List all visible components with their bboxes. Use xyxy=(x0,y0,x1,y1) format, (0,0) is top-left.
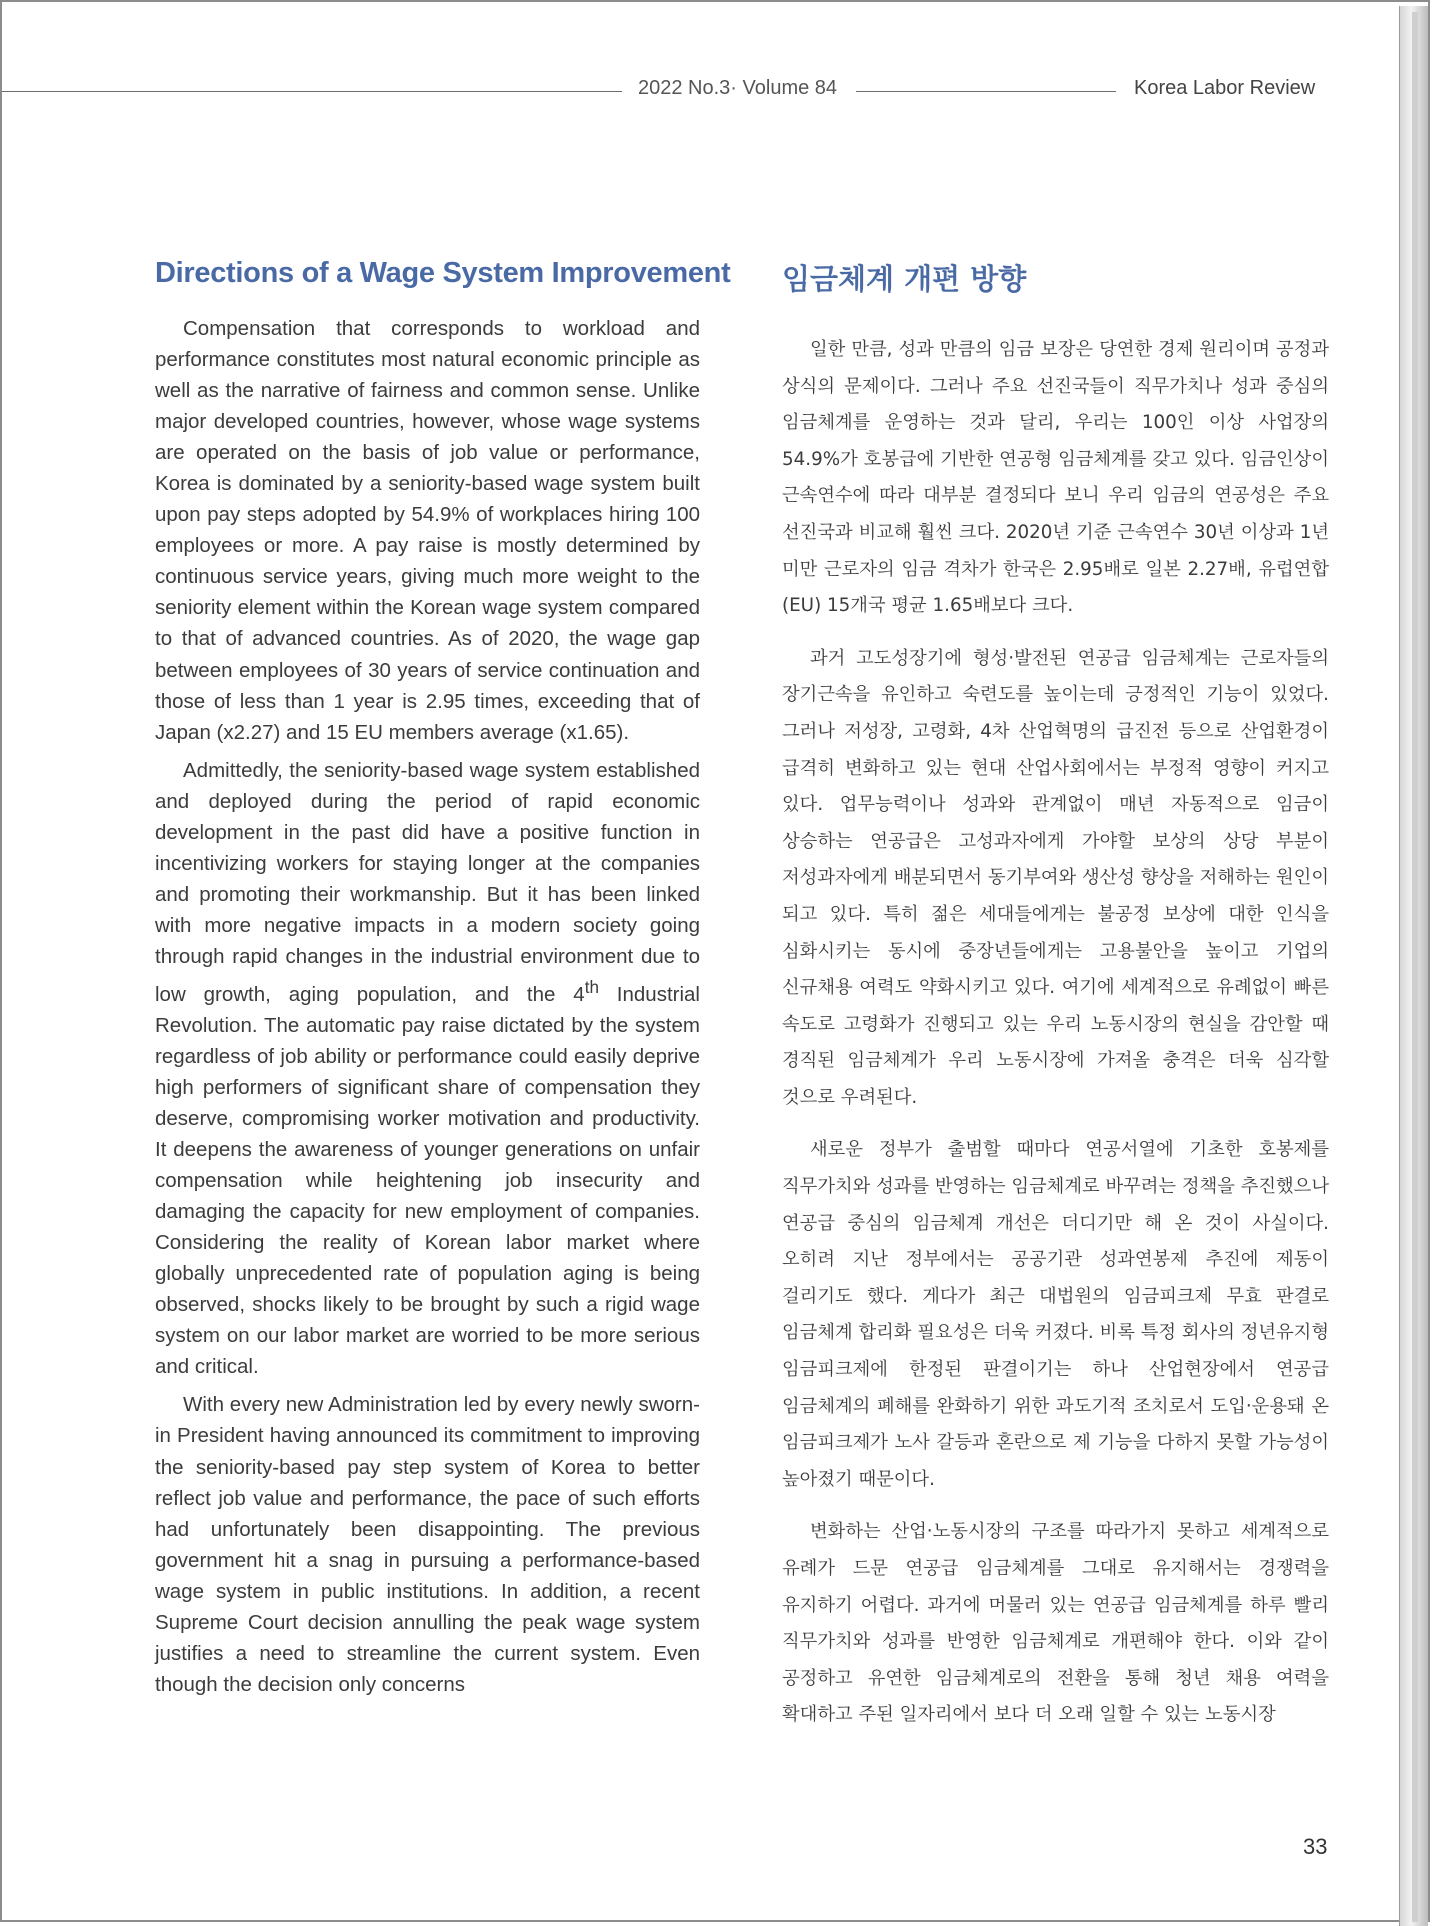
header-rule-left xyxy=(2,91,622,92)
korean-paragraph: 변화하는 산업·노동시장의 구조를 따라가지 못하고 세계적으로 유례가 드문 연공급 임금체계를 그대로 유지해서는 경쟁력을 유지하기 어렵다. 과거에 머물러 있는 연공급 임금체계를 하루 빨리 직무가치와 성과를 반영한 임금체계로 개편해야 한다. 이와 같이 공정하고 유연한 임금체계로의 전환을 통해 청년 채용 여력을 확대하고 주된 일자리에서 보다 더 오래 일할 수 있는 노동시장 xyxy=(782,1521,1329,1726)
issue-info: 2022 No.3· Volume 84 xyxy=(638,77,838,99)
english-paragraph-text: Admittedly, the seniority-based wage system established and deployed during the period of rapid economic development in the past did have a positive function in incentivizing workers for staying longer at the companies and promoting their workmanship. But it has been linked with more negative impacts in a modern society going through rapid changes in the industrial environment due to low growth, aging population, and the 4 xyxy=(155,758,700,1006)
page-edge-shadow xyxy=(1412,12,1418,1922)
page-number: 33 xyxy=(1303,1834,1328,1859)
english-paragraph: Compensation that corresponds to workload and performance constitutes most natural economic principle as well as the narrative of fairness and common sense. Unlike major developed countries, however, whose wage systems are operated on the basis of job value or performance, Korea is dominated by a seniority-based wage system built upon pay steps adopted by 54.9% of workplaces hiring 100 employees or more. A pay raise is mostly determined by continuous service years, giving much more weight to the seniority element within the Korean wage system compared to that of advanced countries. As of 2020, the wage gap between employees of 30 years of service continuation and those of less than 1 year is 2.95 times, exceeding that of Japan (x2.27) and 15 EU members average (x1.65). xyxy=(155,317,700,744)
header-rule-middle xyxy=(856,91,1116,92)
english-column xyxy=(155,257,731,1707)
korean-section-title: 임금체계 개편 방향 xyxy=(782,262,1027,296)
english-paragraph-text: Industrial Revolution. The automatic pay raise dictated by the system regardless of job ability or performance could easily deprive high performers of significant share of compensation they deserve, compromising worker motivation and productivity. It deepens the awareness of younger generations on unfair compensation while heightening job insecurity and damaging the capacity for new employment of companies. Considering the reality of Korean labor market where globally unprecedented rate of population aging is being observed, shocks likely to be brought by such a rigid wage system on our labor market are worried to be more serious and critical. xyxy=(155,982,700,1379)
english-paragraph xyxy=(155,755,700,1383)
korean-paragraph: 과거 고도성장기에 형성·발전된 연공급 임금체계는 근로자들의 장기근속을 유인하고 숙련도를 높이는데 긍정적인 기능이 있었다. 그러나 저성장, 고령화, 4차 산업혁명의 급진전 등으로 산업환경이 급격히 변화하고 있는 현대 산업사회에서는 부정적 영향이 커지고 있다. 업무능력이나 성과와 관계없이 매년 자동적으로 임금이 상승하는 연공급은 고성과자에게 가야할 보상의 상당 부분이 저성과자에게 배분되면서 동기부여와 생산성 향상을 저해하는 원인이 되고 있다. 특히 젊은 세대들에게는 불공정 보상에 대한 인식을 심화시키는 동시에 중장년들에게는 고용불안을 높이고 기업의 신규채용 여력도 약화시키고 있다. 여기에 세계적으로 유례없이 빠른 속도로 고령화가 진행되고 있는 우리 노동시장의 현실을 감안할 때 경직된 임금체계가 우리 노동시장에 가져올 충격은 더욱 심각할 것으로 우려된다. xyxy=(782,647,1329,1108)
korean-column xyxy=(782,257,1329,1750)
english-section-title: Directions of a Wage System Improvement xyxy=(155,257,731,289)
journal-name: Korea Labor Review xyxy=(1134,77,1316,99)
superscript: th xyxy=(584,977,599,997)
korean-paragraph: 일한 만큼, 성과 만큼의 임금 보장은 당연한 경제 원리이며 공정과 상식의 문제이다. 그러나 주요 선진국들이 직무가치나 성과 중심의 임금체계를 운영하는 것과 달리, 우리는 100인 이상 사업장의 54.9%가 호봉급에 기반한 연공형 임금체계를 갖고 있다. 임금인상이 근속연수에 따라 대부분 결정되다 보니 우리 임금의 연공성은 주요 선진국과 비교해 훨씬 크다. 2020년 기준 근속연수 30년 이상과 1년 미만 근로자의 임금 격차가 한국은 2.95배로 일본 2.27배, 유럽연합(EU) 15개국 평균 1.65배보다 크다. xyxy=(782,339,1329,617)
korean-paragraph: 새로운 정부가 출범할 때마다 연공서열에 기초한 호봉제를 직무가치와 성과를 반영하는 임금체계로 바꾸려는 정책을 추진했으나 연공급 중심의 임금체계 개선은 더디기만 해 온 것이 사실이다. 오히려 지난 정부에서는 공공기관 성과연봉제 추진에 제동이 걸리기도 했다. 게다가 최근 대법원의 임금피크제 무효 판결로 임금체계 합리화 필요성은 더욱 커졌다. 비록 특정 회사의 정년유지형 임금피크제에 한정된 판결이기는 하나 산업현장에서 연공급 임금체계의 폐해를 완화하기 위한 과도기적 조치로서 도입·운용돼 온 임금피크제가 노사 갈등과 혼란으로 제 기능을 다하지 못할 가능성이 높아졌기 때문이다. xyxy=(782,1139,1329,1490)
english-paragraph: With every new Administration led by every newly sworn-in President having announced its commitment to improving the seniority-based pay step system of Korea to better reflect job value and performance, the pace of such efforts had unfortunately been disappointing. The previous government hit a snag in pursuing a performance-based wage system in public institutions. In addition, a recent Supreme Court decision annulling the peak wage system justifies a need to streamline the current system. Even though the decision only concerns xyxy=(155,1393,700,1696)
